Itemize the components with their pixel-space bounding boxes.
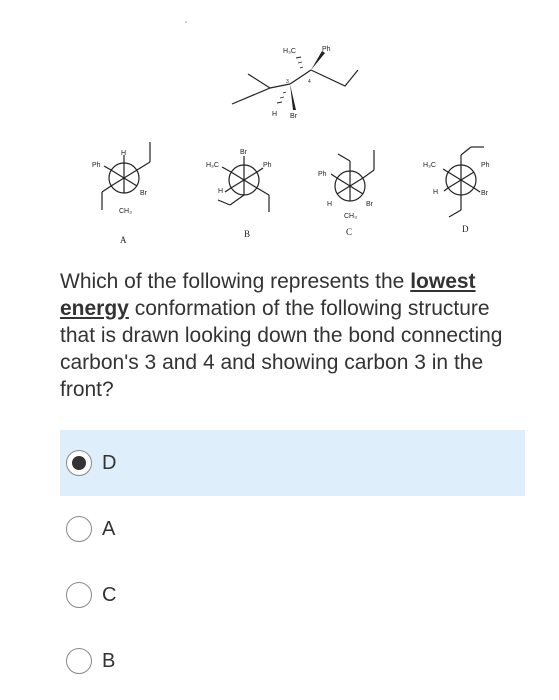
newman-projection-c: [331, 150, 374, 201]
answer-option-a[interactable]: [60, 496, 525, 562]
radio-button[interactable]: [66, 516, 92, 542]
newman-b-br-label: Br: [240, 149, 247, 156]
structure-br-label: Br: [290, 113, 297, 120]
answer-option-c[interactable]: [60, 562, 525, 628]
projection-label-d: D: [462, 224, 469, 234]
carbon-3-label: 3: [286, 79, 289, 85]
newman-b-ph-label: Ph: [263, 162, 272, 169]
radio-dot-icon: [72, 456, 86, 470]
question-figure: [0, 0, 559, 255]
structure-h3c-label: H₃C: [283, 48, 296, 55]
newman-a-ch3-label: CH₃: [119, 208, 132, 215]
newman-projection-b: [218, 156, 269, 212]
structure-ph-label: Ph: [322, 46, 331, 53]
newman-c-br-label: Br: [366, 201, 373, 208]
newman-b-h3c-label: H₃C: [206, 162, 219, 169]
structure-diagram: [232, 51, 358, 110]
radio-button[interactable]: [66, 648, 92, 674]
option-label: C: [102, 583, 117, 606]
newman-c-ph-label: Ph: [318, 171, 327, 178]
projection-label-a: A: [120, 235, 127, 245]
newman-projections-figure: [0, 0, 559, 255]
carbon-4-label: 4: [308, 79, 311, 85]
projection-label-c: C: [346, 227, 353, 237]
answer-option-b[interactable]: [60, 628, 525, 694]
option-label: B: [102, 649, 116, 672]
answer-option-d[interactable]: [60, 430, 525, 496]
question-text-after: conformation of the following structure that is drawn looking down the bond connecting carbon's 3 and 4 and showing carbon 3 in the front?: [60, 297, 503, 401]
question-emphasis-lowest: lowest: [410, 270, 476, 293]
radio-button[interactable]: [66, 582, 92, 608]
newman-c-ch3-label: CH₃: [344, 213, 357, 220]
option-label: D: [102, 451, 117, 474]
newman-d-h-label: H: [433, 189, 439, 196]
newman-a-h-label: H: [121, 150, 127, 157]
newman-b-h-label: H: [218, 188, 224, 195]
question-text: [60, 268, 530, 403]
newman-projection-d: [443, 147, 484, 217]
newman-d-ph-label: Ph: [481, 162, 490, 169]
newman-d-h3c-label: H₃C: [423, 162, 436, 169]
newman-d-br-label: Br: [481, 190, 488, 197]
question-text-before: Which of the following represents the: [60, 270, 405, 293]
newman-c-h-label: H: [327, 201, 333, 208]
newman-a-ph-label: Ph: [92, 162, 101, 169]
radio-button-selected[interactable]: [66, 450, 92, 476]
option-label: A: [102, 517, 116, 540]
projection-label-b: B: [244, 229, 251, 239]
question-emphasis-energy: energy: [60, 297, 129, 320]
newman-a-br-label: Br: [140, 190, 147, 197]
structure-h-label: H: [272, 111, 278, 118]
